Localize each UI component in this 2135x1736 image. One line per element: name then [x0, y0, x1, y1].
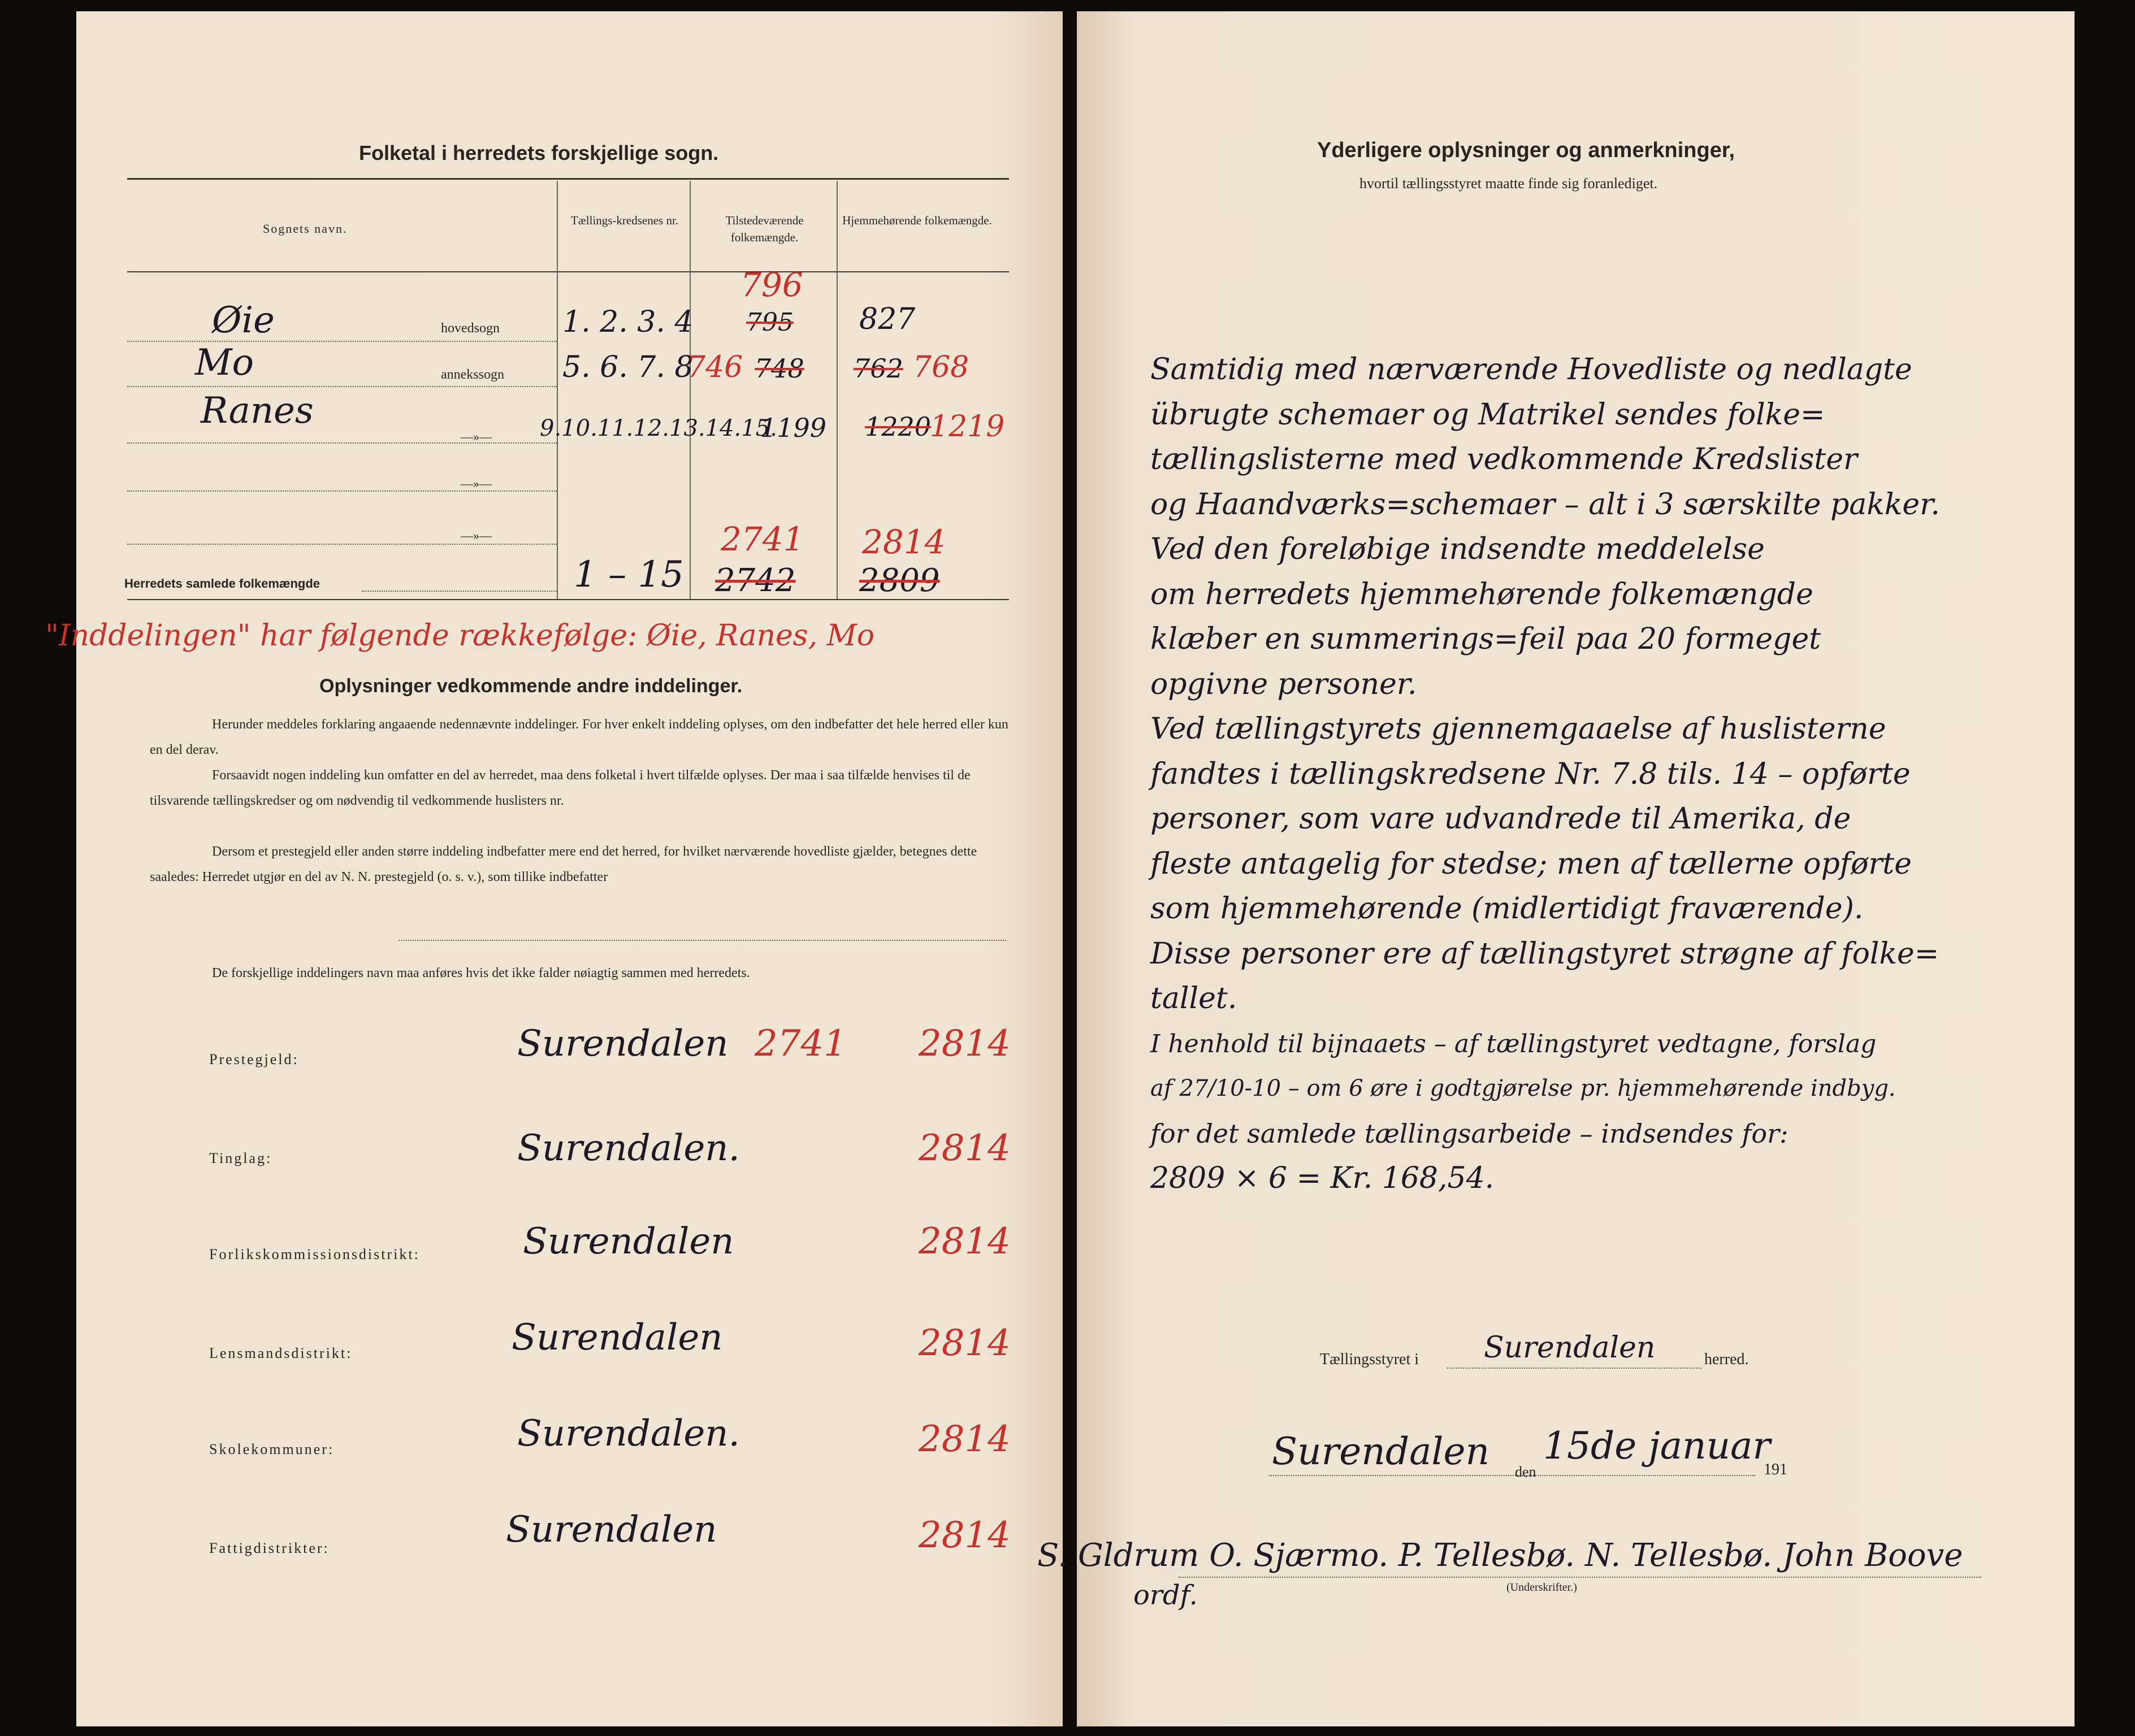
signing-date: 15de januar — [1543, 1424, 1770, 1468]
other-divisions-title: Oplysninger vedkommende andre inddelinger. — [319, 675, 743, 697]
division-number: 2814 — [919, 1322, 1011, 1364]
division-value: Surendalen — [506, 1509, 717, 1551]
total-tilstede-corrected: 2741 — [721, 520, 804, 558]
remark-line: personer, som vare udvandrede til Amerika, de — [1150, 802, 1851, 836]
row-tilstede-original: 748 — [755, 353, 804, 384]
table-bottom-rule — [127, 599, 1009, 600]
row-tilstede-corrected: 796 — [740, 266, 803, 304]
header-sogn: Sognets navn. — [263, 222, 348, 236]
remark-line: I henhold til bijnaaets – af tællingstyret vedtagne, forslag — [1150, 1029, 1877, 1058]
row-hjemme-corrected: 768 — [913, 350, 969, 384]
remark-line: opgivne personer. — [1150, 667, 1417, 701]
row-hjemme-original: 1220 — [865, 411, 932, 442]
right-page — [1037, 11, 2075, 1726]
remark-line: om herredets hjemmehørende folkemængde — [1150, 577, 1813, 611]
division-number: 2814 — [919, 1418, 1011, 1460]
red-ordering-note: "Inddelingen" har følgende rækkefølge: Øie, Ranes, Mo — [45, 619, 875, 653]
division-value: Surendalen — [517, 1023, 729, 1065]
division-value: Surendalen — [523, 1221, 734, 1262]
row-type: —»— — [461, 528, 492, 542]
remarks-subtitle: hvortil tællingsstyret maatte finde sig foranlediget. — [1359, 175, 1658, 192]
table-top-rule — [127, 178, 1009, 180]
year-prefix: 191 — [1764, 1461, 1787, 1478]
division-value: Surendalen. — [517, 1127, 740, 1169]
total-kreds: 1 – 15 — [574, 554, 684, 596]
header-kreds: Tællings-kredsenes nr. — [570, 214, 679, 227]
signature-chairman-note: ordf. — [1133, 1579, 1198, 1611]
underskrifter-label: (Underskrifter.) — [1506, 1581, 1577, 1594]
place-date-dotted-rule — [1269, 1475, 1755, 1476]
row-hjemme-corrected: 1219 — [930, 410, 1005, 444]
date-den: den — [1515, 1464, 1536, 1480]
division-value: Surendalen — [512, 1317, 723, 1359]
remark-line: 2809 × 6 = Kr. 168,54. — [1150, 1161, 1495, 1195]
total-dotted-rule — [362, 591, 557, 592]
remark-line: Samtidig med nærværende Hovedliste og nedlagte — [1150, 353, 1912, 387]
remarks-title: Yderligere oplysninger og anmerkninger, — [1317, 138, 1735, 162]
row-tilstede-original: 795 — [746, 308, 794, 337]
row-name: Mo — [195, 342, 254, 384]
total-hjemme-corrected: 2814 — [862, 523, 946, 561]
remark-line: af 27/10-10 – om 6 øre i godtgjørelse pr. hjemmehørende indbyg. — [1150, 1075, 1896, 1101]
row-dotted-rule — [127, 491, 557, 492]
styret-prefix: Tællingsstyret i — [1320, 1351, 1419, 1368]
total-label: Herredets samlede folkemængde — [124, 576, 321, 591]
remark-line: Disse personer ere af tællingstyret strøgne af folke= — [1150, 936, 1939, 971]
instruction-dotted-rule — [399, 940, 1006, 941]
row-hjemme: 827 — [859, 302, 916, 336]
population-table-title: Folketal i herredets forskjellige sogn. — [359, 141, 719, 164]
division-number: 2814 — [919, 1023, 1011, 1065]
signing-place: Surendalen — [1272, 1430, 1490, 1473]
row-tilstede-corrected: 746 — [687, 350, 743, 384]
row-kreds: 1. 2. 3. 4 — [562, 305, 694, 339]
remark-line: for det samlede tællingsarbeide – indsendes for: — [1150, 1118, 1788, 1149]
total-hjemme-original: 2809 — [859, 562, 940, 599]
division-value: Surendalen. — [517, 1413, 740, 1455]
division-label: Tinglag: — [209, 1150, 272, 1166]
remark-line: übrugte schemaer og Matrikel sendes folke= — [1150, 397, 1825, 432]
row-kreds: 9.10.11.12.13.14.15. — [540, 415, 777, 441]
division-label: Prestegjeld: — [209, 1051, 299, 1067]
row-type: annekssogn — [441, 367, 504, 382]
remark-line: Ved tællingstyrets gjennemgaaelse af huslisterne — [1150, 712, 1886, 746]
instruction-para-3: Dersom et prestegjeld eller anden større inddeling indbefatter mere end det herred, for hvilket nærværende hovedliste gjælder, betegnes dette saaledes: Herredet utgjør en del av N. N. prestegjeld (o. s. v.), som tillike indbefatter — [150, 844, 977, 884]
remark-line: Ved den foreløbige indsendte meddelelse — [1150, 532, 1765, 566]
styret-place: Surendalen — [1484, 1331, 1656, 1365]
row-name: Ranes — [201, 390, 314, 432]
division-label: Skolekommuner: — [209, 1441, 335, 1457]
header-hjemme: Hjemmehørende folkemængde. — [842, 214, 992, 227]
division-number: 2814 — [919, 1514, 1011, 1556]
row-dotted-rule — [127, 544, 557, 545]
row-dotted-rule — [127, 386, 557, 387]
remark-line: tællingslisterne med vedkommende Kredslister — [1150, 442, 1857, 476]
signatures: S. Gldrum O. Sjærmo. P. Tellesbø. N. Tellesbø. John Boove — [1037, 1537, 1963, 1574]
remark-line: og Haandværks=schemaer – alt i 3 særskilte pakker. — [1150, 487, 1940, 522]
row-tilstede: 1199 — [760, 413, 827, 443]
division-label: Forlikskommissionsdistrikt: — [209, 1246, 420, 1262]
remark-line: tallet. — [1150, 982, 1237, 1015]
table-col-divider — [557, 181, 558, 599]
remark-line: klæber en summerings=feil paa 20 formeget — [1150, 622, 1821, 656]
table-col-divider — [837, 181, 838, 599]
instruction-para-2: Forsaavidt nogen inddeling kun omfatter en del av herredet, maa dens folketal i hvert tilfælde oplyses. Der maa i saa tilfælde henvises til de tilsvarende tællingskredser og om nødvendig til vedkommende huslisters nr. — [150, 768, 971, 808]
left-page — [45, 11, 1063, 1726]
header-tilstede: Tilstedeværende folkemængde. — [725, 214, 804, 244]
division-extra-number: 2741 — [755, 1023, 847, 1065]
division-label: Lensmandsdistrikt: — [209, 1345, 353, 1361]
signature-dotted-rule — [1179, 1577, 1981, 1578]
row-type: —»— — [461, 429, 492, 444]
total-tilstede-original: 2742 — [715, 562, 796, 599]
remark-line: fandtes i tællingskredsene Nr. 7.8 tils. 14 – opførte — [1150, 757, 1911, 791]
styret-suffix: herred. — [1704, 1351, 1749, 1368]
remark-line: fleste antagelig for stedse; men af tællerne opførte — [1150, 847, 1912, 881]
division-number: 2814 — [919, 1221, 1011, 1262]
division-number: 2814 — [919, 1127, 1011, 1169]
styret-dotted-rule — [1447, 1368, 1701, 1369]
remark-line: som hjemmehørende (midlertidigt fraværende). — [1150, 892, 1864, 926]
row-dotted-rule — [127, 442, 557, 444]
row-type: hovedsogn — [441, 321, 500, 336]
handwritten-remarks — [1150, 348, 2043, 1201]
table-col-divider — [690, 181, 691, 599]
row-name: Øie — [212, 300, 275, 341]
row-type: —»— — [461, 476, 492, 491]
row-hjemme-original: 762 — [854, 353, 903, 384]
row-dotted-rule — [127, 341, 557, 342]
instruction-para-4: De forskjellige inddelingers navn maa anføres hvis det ikke falder nøiagtig sammen med herredets. — [212, 966, 750, 980]
instruction-para-1: Herunder meddeles forklaring angaaende nedennævnte inddelinger. For hver enkelt inddeling oplyses, om den indbefatter det hele herred eller kun en del derav. — [150, 717, 1008, 757]
row-kreds: 5. 6. 7. 8 — [562, 350, 694, 384]
table-header-rule — [127, 271, 1009, 272]
division-label: Fattigdistrikter: — [209, 1540, 330, 1556]
